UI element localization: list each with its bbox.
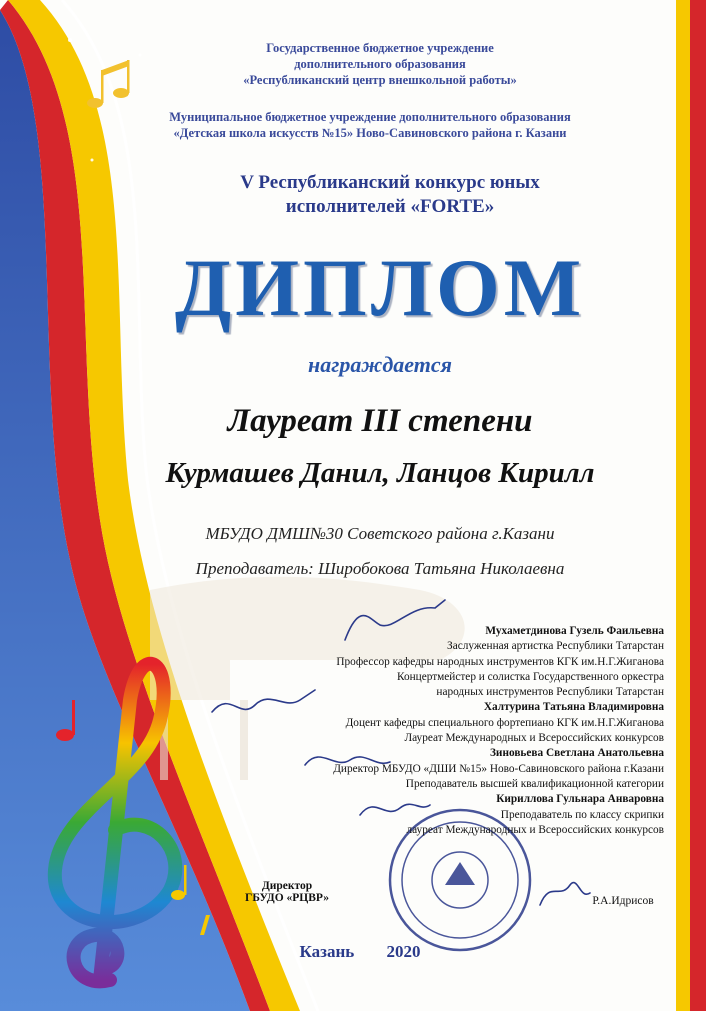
org-line-5: «Детская школа искусств №15» Ново-Савиновского района г. Казани — [173, 126, 567, 140]
org-line-2: дополнительного образования — [294, 57, 466, 71]
org-line-4: Муниципальное бюджетное учреждение дополнительного образования — [169, 110, 571, 124]
jury-2-line-2: Лауреат Международных и Всероссийских конкурсов — [404, 732, 664, 745]
diploma-title: ДИПЛОМ — [174, 242, 586, 333]
footer — [0, 942, 720, 962]
footer-year: 2020 — [386, 942, 421, 961]
director-line-1: Директор — [261, 880, 313, 892]
jury-1-line-2: Профессор кафедры народных инструментов КГК им.Н.Г.Жиганова — [336, 655, 664, 668]
footer-city: Казань — [299, 942, 355, 961]
right-band-yellow — [676, 0, 690, 1011]
teacher: Преподаватель: Широбокова Татьяна Николаевна — [195, 559, 565, 578]
jury-3-line-1: Директор МБУДО «ДШИ №15» Ново-Савиновского района г.Казани — [333, 762, 664, 775]
org-line-1: Государственное бюджетное учреждение — [266, 41, 494, 55]
jury-name-2: Халтурина Татьяна Владимировна — [483, 701, 664, 714]
jury-name-4: Кириллова Гульнара Анваровна — [496, 793, 664, 806]
organization-header — [190, 40, 570, 88]
org-line-3: «Республиканский центр внешкольной работы» — [243, 73, 517, 87]
music-notes-top — [87, 60, 130, 108]
right-band-gap — [706, 0, 720, 1011]
director-signature-name: Р.А.Идрисов — [592, 895, 654, 907]
jury-name-3: Зиновьева Светлана Анатольевна — [489, 747, 664, 760]
jury-4-line-2: лауреат Международных и Всероссийских конкурсов — [406, 823, 664, 836]
school-header — [120, 109, 620, 141]
awarded-label: награждается — [308, 352, 452, 377]
director-title — [232, 880, 342, 904]
jury-1-line-1: Заслуженная артистка Республики Татарстан — [447, 640, 664, 653]
laureate-degree: Лауреат III степени — [227, 403, 533, 439]
competition-title — [180, 171, 600, 219]
director-line-2: ГБУДО «РЦВР» — [245, 892, 329, 904]
right-band-red — [690, 0, 706, 1011]
jury-4-line-1: Преподаватель по классу скрипки — [500, 808, 664, 821]
jury-1-line-3: Концертмейстер и солистка Государственного оркестра — [396, 670, 664, 683]
competition-line-2: исполнителей «FORTE» — [285, 196, 495, 217]
competition-line-1: V Республиканский конкурс юных — [240, 172, 540, 193]
institution: МБУДО ДМШ№30 Советского района г.Казани — [205, 524, 555, 543]
jury-3-line-2: Преподаватель высшей квалификационной категории — [405, 777, 664, 790]
jury-2-line-1: Доцент кафедры специального фортепиано КГК им.Н.Г.Жиганова — [345, 716, 664, 729]
jury-block — [244, 624, 664, 838]
awardee-names: Курмашев Данил, Ланцов Кирилл — [165, 457, 595, 489]
jury-1-line-4: народных инструментов Республики Татарстан — [436, 686, 664, 699]
jury-name-1: Мухаметдинова Гузель Фаильевна — [485, 625, 664, 637]
